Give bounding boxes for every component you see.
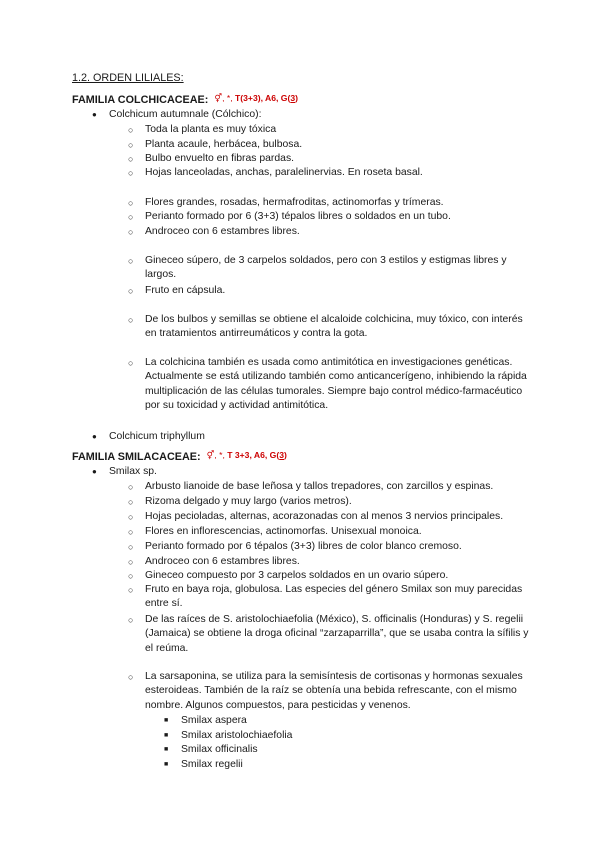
document-page: 1.2. ORDEN LILIALES: FAMILIA COLCHICACEAE: ⚥, *, T(3+3), A6, G(3) ● Colchicum autumnale (Cólchico): ○ Toda la planta es muy tóxica ○ Planta acaule, herbácea, bulbosa. ○ Bulbo envuelto en fibras pardas. ○ Hojas lanceoladas, anchas, paralelinervias. En roseta basal. ○ Flores grandes, rosadas, hermafroditas, actinomorfas y trímeras. ○ Perianto formado por 6 (3+3) tépalos libres o soldados en un tubo. ○ Androceo con 6 estambres libres. ○ Gineceo súpero, de 3 carpelos soldados, pero con 3 estilos y estigmas libres y largos. ○ Fruto en cápsula. ○ De los bulbos y semillas se obtiene el alcaloide colchicina, muy tóxico, con interés en tratamientos antirreumáticos y contra la gota. ○ La colchicina también es usada como antimitótica en investigaciones genéticas. Actualmente se está utilizando también como anticancerígeno, inhibiendo la rápida multiplicación de las células tumorales. Siempre bajo control médico-farmacéutico por su toxicidad y actividad antimitótica. ● Colchicum triphyllum FAMILIA SMILACACEAE: ⚥, *, T 3+3, A6, G(3) ● Smilax sp. ○ Arbusto lianoide de base leñosa y tallos trepadores, con zarcillos y espinas. ○ Rizoma delgado y muy largo (varios metros). ○ Hojas pecioladas, alternas, acorazonadas con al menos 3 nervios principales. ○ Flores en inflorescencias, actinomorfas. Unisexual monoica. ○ Perianto formado por 6 tépalos (3+3) libres de color blanco cremoso. ○ Androceo con 6 estambres libres. ○ Gineceo compuesto por 3 carpelos soldados en un ovario súpero. ○ Fruto en baya roja, globulosa. Las especies del género Smilax son muy parecidas entre sí. ○ De las raíces de S. aristolochiaefolia (México), S. officinalis (Honduras) y S. regelii (Jamaica) se obtiene la droga oficinal “zarzaparrilla”, que se usaba contra la sífilis y el reúma. ○ La sarsaponina, se utiliza para la semisíntesis de cortisonas y hormonas sexuales esteroideas. También de la raíz se obtenía una bebida refrescante, con el mismo nombre. Algunos compuestos, para pesticidas y venenos. ■ Smilax aspera ■ Smilax aristolochiaefolia ■ Smilax officinalis ■ Smilax regelii	[0, 0, 600, 848]
circle-bullet-icon: ○	[128, 198, 134, 208]
circle-bullet-icon: ○	[128, 571, 134, 581]
circle-bullet-icon: ○	[128, 527, 134, 537]
square-bullet-icon: ■	[164, 761, 169, 768]
order-title: 1.2. ORDEN LILIALES:	[72, 72, 184, 84]
circle-bullet-icon: ○	[128, 615, 134, 625]
square-bullet-icon: ■	[164, 732, 169, 739]
square-bullet-icon: ■	[164, 746, 169, 753]
floral-formula: ⚥, *, T(3+3), A6, G(3)	[214, 93, 299, 103]
circle-bullet-icon: ○	[128, 358, 134, 368]
circle-bullet-icon: ○	[128, 140, 134, 150]
circle-bullet-icon: ○	[128, 672, 134, 682]
circle-bullet-icon: ○	[128, 227, 134, 237]
circle-bullet-icon: ○	[128, 557, 134, 567]
circle-bullet-icon: ○	[128, 125, 134, 135]
family-name: FAMILIA COLCHICACEAE:	[72, 94, 209, 106]
circle-bullet-icon: ○	[128, 585, 134, 595]
circle-bullet-icon: ○	[128, 542, 134, 552]
floral-formula: ⚥, *, T 3+3, A6, G(3)	[206, 450, 287, 460]
circle-bullet-icon: ○	[128, 154, 134, 164]
circle-bullet-icon: ○	[128, 512, 134, 522]
circle-bullet-icon: ○	[128, 256, 134, 266]
family-heading-smilacaceae	[72, 450, 287, 463]
square-bullet-icon: ■	[164, 717, 169, 724]
family-heading-colchicaceae	[72, 93, 298, 106]
bullet-icon: ●	[92, 110, 97, 119]
family-name: FAMILIA SMILACACEAE:	[72, 451, 201, 463]
circle-bullet-icon: ○	[128, 168, 134, 178]
circle-bullet-icon: ○	[128, 497, 134, 507]
bullet-icon: ●	[92, 467, 97, 476]
bullet-icon: ●	[92, 432, 97, 441]
circle-bullet-icon: ○	[128, 286, 134, 296]
circle-bullet-icon: ○	[128, 315, 134, 325]
circle-bullet-icon: ○	[128, 212, 134, 222]
circle-bullet-icon: ○	[128, 482, 134, 492]
